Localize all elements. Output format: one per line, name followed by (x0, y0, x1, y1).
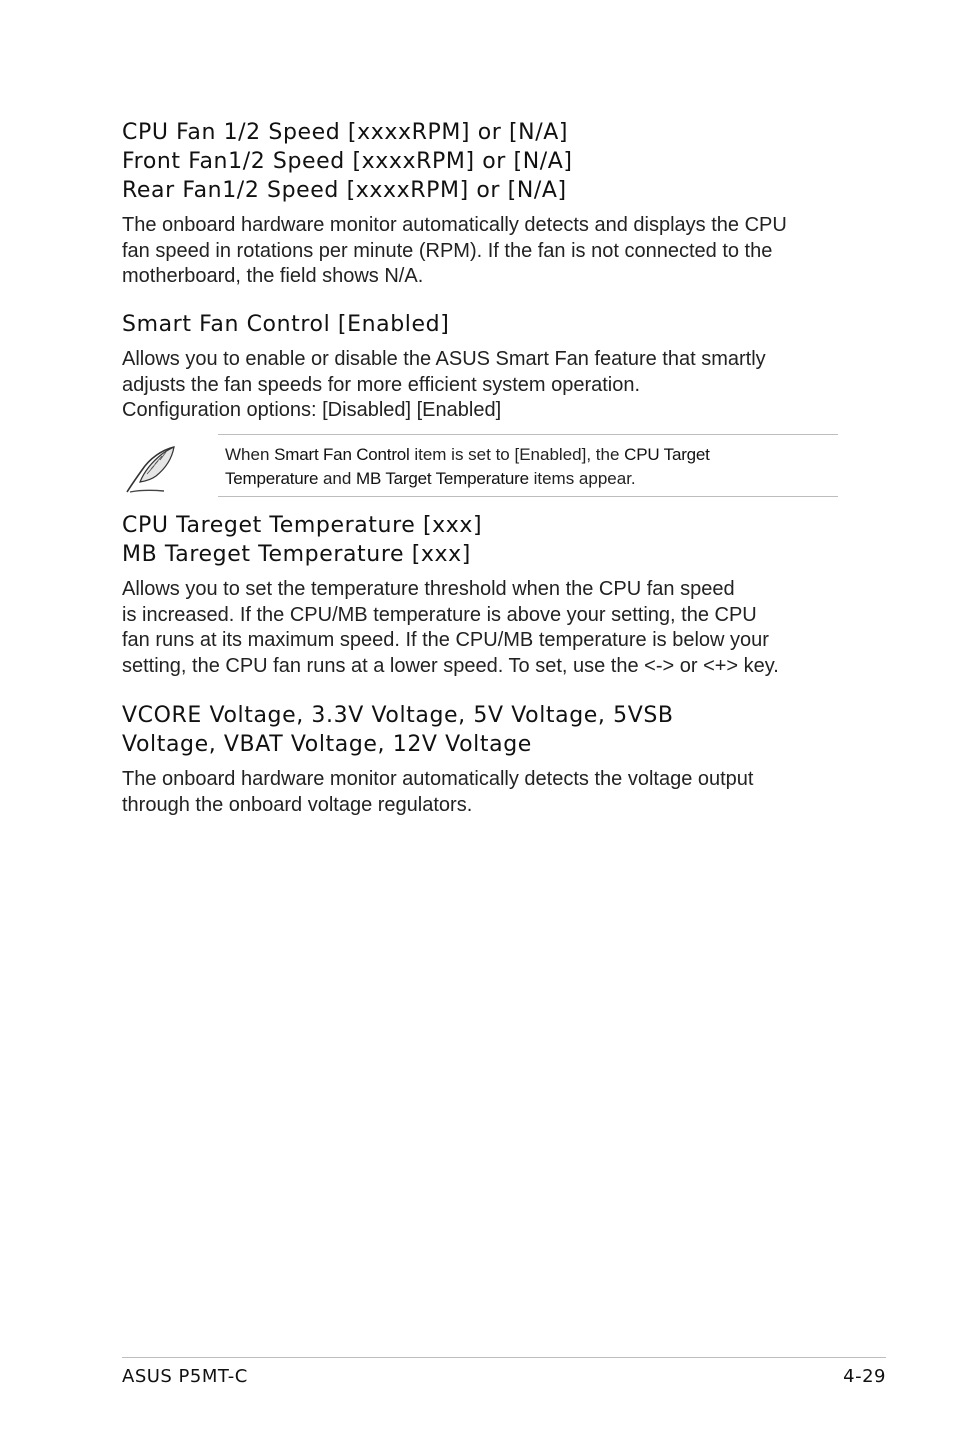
body-line: Allows you to set the temperature threshold when the CPU fan speed (122, 578, 735, 600)
fan-speed-description (122, 213, 787, 290)
note-text-segment: items appear. (528, 469, 636, 488)
fan-speed-section (122, 118, 787, 290)
note-top-divider (218, 434, 838, 435)
body-line: fan runs at its maximum speed. If the CPU/MB temperature is below your (122, 629, 769, 651)
voltage-heading-line-1: VCORE Voltage, 3.3V Voltage, 5V Voltage, 5VSB (122, 703, 674, 728)
footer-product-name: ASUS P5MT-C (122, 1366, 248, 1387)
body-line: adjusts the fan speeds for more efﬁcient system operation. (122, 373, 641, 396)
note-text-segment: item is set to [Enabled], the (409, 445, 625, 464)
smart-fan-section (122, 310, 766, 424)
body-line: motherboard, the ﬁeld shows N/A. (122, 265, 424, 287)
target-temperature-section (122, 511, 779, 679)
mb-target-temperature-heading: MB Tareget Temperature [xxx] (122, 542, 471, 567)
target-temperature-description (122, 577, 779, 679)
body-line: setting, the CPU fan runs at a lower speed. To set, use the <-> or <+> key. (122, 654, 779, 677)
smart-fan-description (122, 347, 766, 424)
body-line: The onboard hardware monitor automatically detects and displays the CPU (122, 214, 787, 236)
body-line: fan speed in rotations per minute (RPM). If the fan is not connected to the (122, 239, 773, 262)
body-line: through the onboard voltage regulators. (122, 793, 473, 816)
smart-fan-control-term: Smart Fan Control (274, 445, 410, 464)
cpu-target-temperature-heading: CPU Tareget Temperature [xxx] (122, 513, 483, 538)
note-text (225, 443, 835, 491)
note-text-segment: When (225, 445, 275, 464)
mb-target-temperature-term: MB Target Temperature (356, 469, 529, 488)
note-text-segment: and (318, 469, 357, 488)
page-number: 4-29 (843, 1366, 886, 1387)
body-line: The onboard hardware monitor automatically detects the voltage output (122, 768, 754, 790)
body-line: is increased. If the CPU/MB temperature is above your setting, the CPU (122, 603, 757, 626)
rear-fan-speed-heading: Rear Fan1/2 Speed [xxxxRPM] or [N/A] (122, 178, 567, 203)
footer-divider (122, 1357, 886, 1358)
note-bottom-divider (218, 496, 838, 497)
cpu-target-term: CPU Target (624, 445, 710, 464)
front-fan-speed-heading: Front Fan1/2 Speed [xxxxRPM] or [N/A] (122, 149, 573, 174)
body-line: Allows you to enable or disable the ASUS Smart Fan feature that smartly (122, 348, 766, 370)
feather-pen-icon (122, 444, 178, 496)
voltage-description (122, 767, 753, 818)
body-line: Conﬁguration options: [Disabled] [Enabled] (122, 399, 502, 421)
smart-fan-heading: Smart Fan Control [Enabled] (122, 312, 450, 337)
note-box (122, 434, 838, 497)
temperature-term: Temperature (225, 469, 319, 488)
voltage-heading-line-2: Voltage, VBAT Voltage, 12V Voltage (122, 732, 532, 757)
voltage-section (122, 701, 753, 818)
cpu-fan-speed-heading: CPU Fan 1/2 Speed [xxxxRPM] or [N/A] (122, 120, 569, 145)
